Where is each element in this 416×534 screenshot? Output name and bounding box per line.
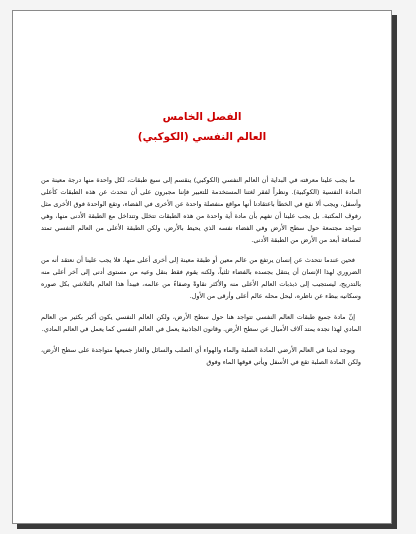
chapter-heading bbox=[13, 107, 391, 147]
paragraph-1: ما يجب علينا معرفته في البداية أن العالم النفسي (الكوكبي) ينقسم إلى سبع طبقات، لكل واحدة منها درجة معينة من المادة النفسية (الكوكبية). ونظراً لفقر لغتنا المستخدمة للتعبير فإننا مجبرون على أن نتحدث عن هذه الطبقات كأعلى وأسفل، ويجب ألا نقع في الخطأ باعتقادنا أنها مواقع منفصلة واحدة عن الأخرى في الفضاء، وتقع الواحدة فوق الأخرى مثل رفوف المكتبة. بل يجب علينا أن نفهم بأن مادة أية واحدة من هذه الطبقات تتخلل وتتداخل مع الطبقة الأدنى منها، وهي تتواجد مجتمعة حول سطح الأرض وفي الفضاء نفسه الذي يحيط بالأرض، ولكن الطبقة الأعلى من العالم النفسي تمتد لمسافة أبعد من الأرض من الطبقة الأدنى. bbox=[41, 176, 361, 244]
chapter-title: الفصل الخامس bbox=[162, 111, 242, 123]
document-page bbox=[12, 10, 392, 524]
paragraph-3: إنّ مادة جميع طبقات العالم النفسي تتواجد هنا حول سطح الأرض، ولكن العالم النفسي يكون أكبر بكثير من العالم المادي لهذا نجده يمتد آلاف الأميال عن سطح الأرض. وقانون الجاذبية يعمل في العالم النفسي كما يعمل في العالم المادي. bbox=[41, 313, 361, 333]
chapter-body bbox=[41, 175, 361, 378]
paragraph-2: فحين عندما نتحدث عن إنسان يرتفع من عالم معين أو طبقة معينة إلى أخرى أعلى منها، فلا يجب علينا أن نعتقد أنه من الضروري لهذا الإنسان أن ينتقل بجسده بالفضاء ثلثياً، ولكنه يقوم فقط بنقل وعيه من مستوى أدنى إلى آخر أعلى منه بالتدريج، ليستجيب إلى ذبذبات العالم الأعلى منه والأكثر نقاوةً وصفاءً من عالمه، فيبدأ هذا العالم بالتلاشي بكل صوره وسكانيه ببطء عن ناظره، ليحل محله عالم أعلى وأرقى من الأول. bbox=[41, 256, 361, 301]
chapter-subtitle: العالم النفسي (الكوكبي) bbox=[137, 131, 267, 143]
paragraph-4: ويوجد لدينا في العالم الأرضي المادة الصلبة والماء والهواء أي الصلب والسائل والغاز جميعها متواجدة على سطح الأرض، ولكن المادة الصلبة تقع في الأسفل ويأتي فوقها الماء وفوق bbox=[41, 345, 361, 366]
